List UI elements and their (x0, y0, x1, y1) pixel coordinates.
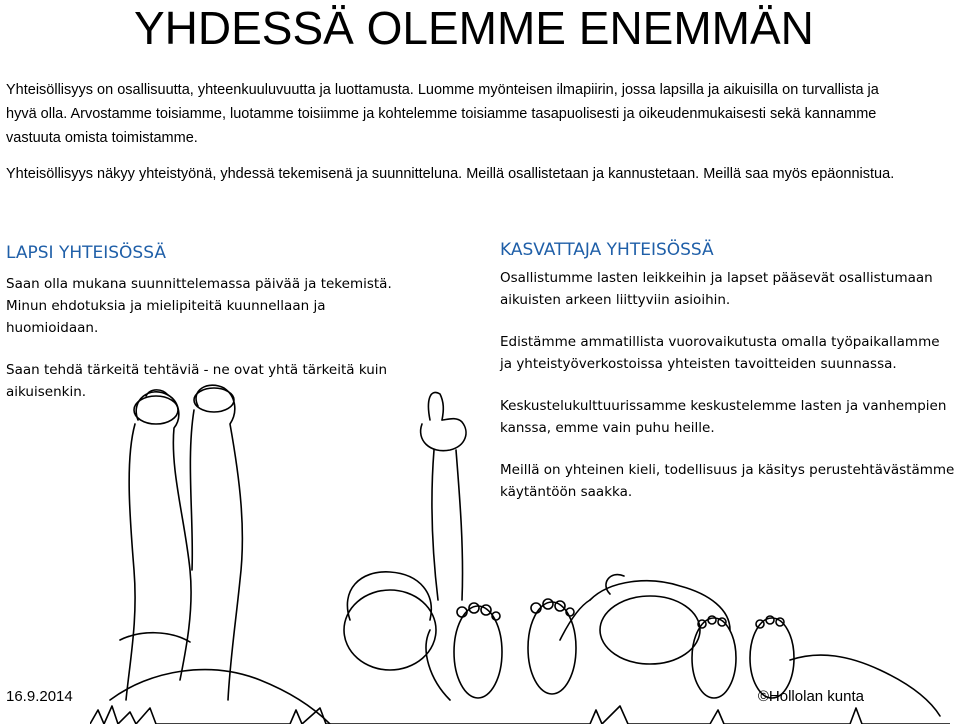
educator-section-paragraph-1: Osallistumme lasten leikkeihin ja lapset pääsevät osallistumaan aikuisten arkeen liittyviin asioihin. (500, 270, 933, 308)
footer-date: 16.9.2014 (6, 688, 73, 705)
child-section-paragraph-2: Saan tehdä tärkeitä tehtäviä - ne ovat yhtä tärkeitä kuin aikuisenkin. (6, 362, 388, 400)
educator-section-paragraph-3: Keskustelukulttuurissamme keskustelemme lasten ja vanhempien kanssa, emme vain puhu heille. (500, 398, 947, 436)
page-title: YHDESSÄ OLEMME ENEMMÄN (134, 2, 814, 54)
intro-paragraph-2: Yhteisöllisyys näkyy yhteistyönä, yhdessä tekemisenä ja suunnitteluna. Meillä osallistetaan ja kannustetaan. Meillä saa myös epäonnistua. (6, 166, 895, 182)
educator-section-heading: KASVATTAJA YHTEISÖSSÄ (500, 240, 714, 260)
intro-paragraph-1: Yhteisöllisyys on osallisuutta, yhteenkuuluvuutta ja luottamusta. Luomme myönteisen ilmapiirin, jossa lapsilla ja aikuisilla on turvallista ja hyvä olla. Arvostamme toisiamme, luotamme toisiimme ja kohtelemme toisiamme tasapuolisesti ja oikeudenmukaisesti sekä kannamme vastuuta omista toimistamme. (6, 82, 879, 146)
child-section-heading: LAPSI YHTEISÖSSÄ (6, 243, 166, 263)
child-in-community-section (6, 241, 416, 403)
educator-section-paragraph-2: Edistämme ammatillista vuorovaikutusta omalla työpaikallamme ja yhteistyöverkostoissa yhteisten tavoitteiden suunnassa. (500, 334, 940, 372)
educator-in-community-section (500, 238, 955, 503)
footer-copyright: ©Hollolan kunta (757, 688, 864, 705)
child-section-paragraph-1: Saan olla mukana suunnittelemassa päivää ja tekemistä. Minun ehdotuksia ja mielipiteitä kuunnellaan ja huomioidaan. (6, 276, 392, 336)
educator-section-paragraph-4: Meillä on yhteinen kieli, todellisuus ja käsitys perustehtävästämme käytäntöön saakka. (500, 462, 955, 500)
